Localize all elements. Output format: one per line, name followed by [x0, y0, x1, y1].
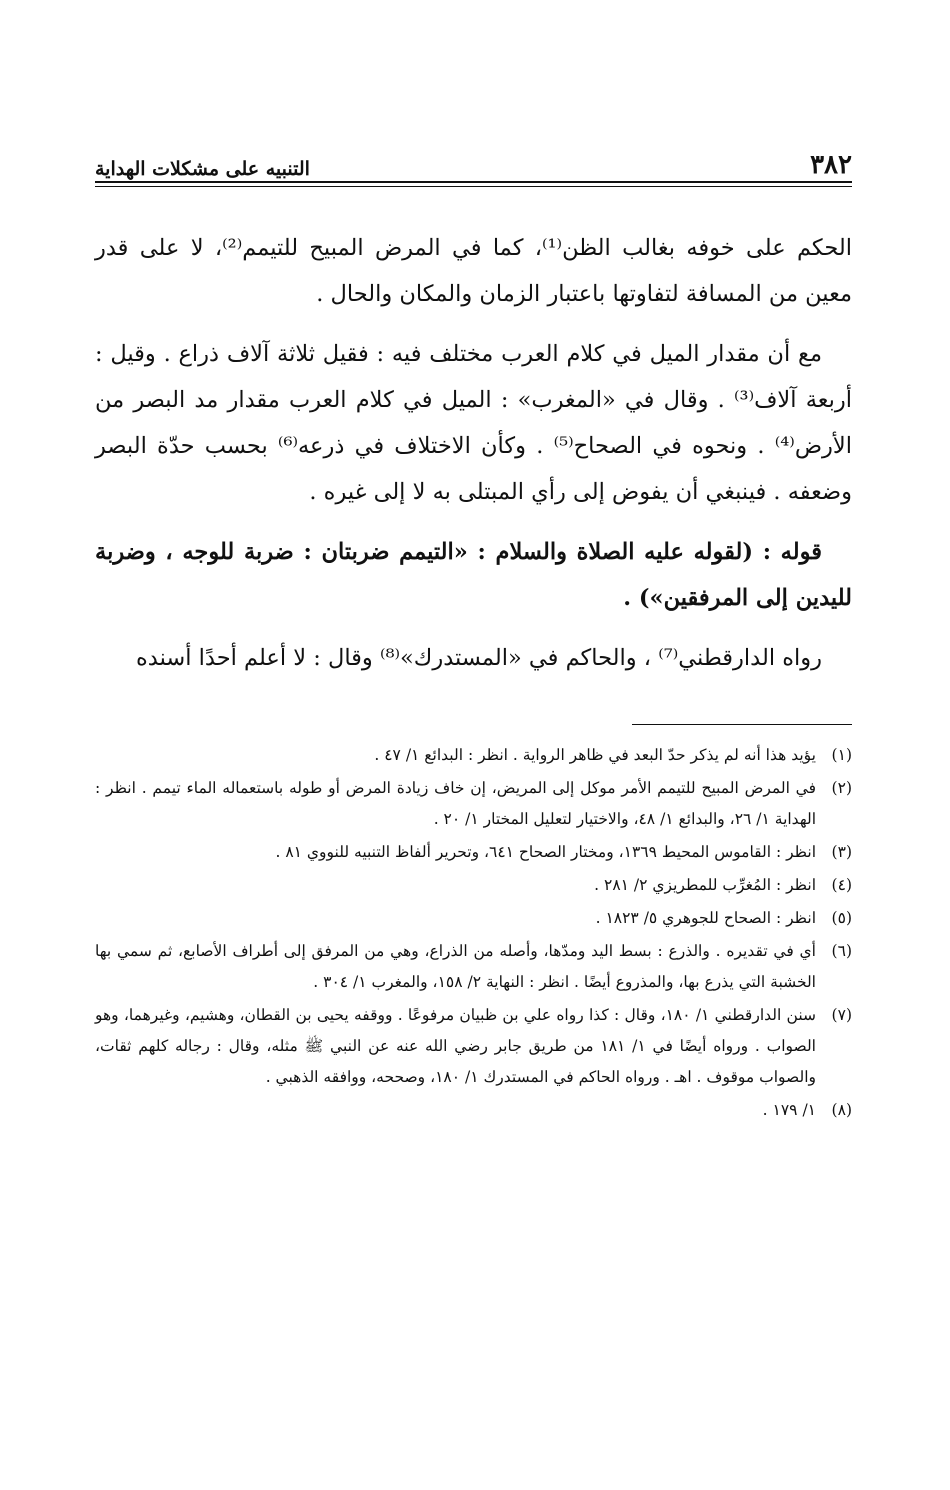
- footnote-text: يؤيد هذا أنه لم يذكر حدّ البعد في ظاهر الرواية . انظر : البدائع ١/ ٤٧ .: [374, 746, 816, 764]
- footnote-number: (٧): [831, 1006, 852, 1024]
- footnote-number: (٦): [831, 942, 852, 960]
- footnote-text: انظر : المُغرِّب للمطريزي ٢/ ٢٨١ .: [594, 876, 816, 894]
- quoted-heading: قوله : (لقوله عليه الصلاة والسلام : «التيمم ضربتان : ضربة للوجه ، وضربة لليدين إلى المرفقين») .: [95, 539, 852, 611]
- main-text: [95, 225, 852, 695]
- footnote: [95, 870, 852, 901]
- footnote-number: (٣): [831, 843, 852, 861]
- paragraph: رواه الدارقطني⁽⁷⁾ ، والحاكم في «المستدرك»⁽⁸⁾ وقال : لا أعلم أحدًا أسنده: [135, 645, 822, 671]
- footnote: [95, 1000, 852, 1093]
- footnote-text: انظر : الصحاح للجوهري ٥/ ١٨٢٣ .: [595, 909, 816, 927]
- page-header: [95, 140, 852, 180]
- footnote-text: في المرض المبيح للتيمم الأمر موكل إلى المريض، إن خاف زيادة المرض أو طوله باستعماله الماء تيمم . انظر : الهداية ١/ ٢٦، والبدائع ١/ ٤٨، والاختيار لتعليل المختار ١/ ٢٠ .: [95, 779, 816, 828]
- footnote: [95, 903, 852, 934]
- footnotes: [95, 740, 852, 1128]
- footnote-text: ١/ ١٧٩ .: [762, 1101, 816, 1119]
- footnote-number: (١): [831, 746, 852, 764]
- header-rule: [95, 181, 852, 187]
- page-number: ٣٨٢: [810, 150, 852, 180]
- footnote-number: (٤): [831, 876, 852, 894]
- footnote: [95, 773, 852, 835]
- paragraph: مع أن مقدار الميل في كلام العرب مختلف فيه : فقيل ثلاثة آلاف ذراع . وقيل : أربعة آلاف⁽³⁾ . وقال في «المغرب» : الميل في كلام العرب مقدار مد البصر من الأرض⁽⁴⁾ . ونحوه في الصحاح⁽⁵⁾ . وكأن الاختلاف في ذرعه⁽⁶⁾ بحسب حدّة البصر وضعفه . فينبغي أن يفوض إلى رأي المبتلى به لا إلى غيره .: [95, 341, 852, 505]
- footnote-text: سنن الدارقطني ١/ ١٨٠، وقال : كذا رواه علي بن ظبيان مرفوعًا . ووقفه يحيى بن القطان، وهشيم، وغيرهما، وهو الصواب . ورواه أيضًا في ١/ ١٨١ من طريق جابر رضي الله عنه عن النبي ﷺ مثله، وقال : رجاله كلهم ثقات، والصواب موقوف . اهـ . ورواه الحاكم في المستدرك ١/ ١٨٠، وصححه، ووافقه الذهبي .: [95, 1006, 816, 1086]
- footnote-number: (٢): [831, 779, 852, 797]
- footnote: [95, 1095, 852, 1126]
- footnote-number: (٥): [831, 909, 852, 927]
- footnote-text: انظر : القاموس المحيط ١٣٦٩، ومختار الصحاح ٦٤١، وتحرير ألفاظ التنبيه للنووي ٨١ .: [275, 843, 816, 861]
- footnote-number: (٨): [831, 1101, 852, 1119]
- running-title: التنبيه على مشكلات الهداية: [95, 158, 310, 180]
- footnote-separator: [632, 724, 852, 725]
- footnote: [95, 837, 852, 868]
- footnote-text: أي في تقديره . والذرع : بسط اليد ومدّها، وأصله من الذراع، وهي من المرفق إلى أطراف الأصابع، ثم سمي بها الخشبة التي يذرع بها، والمذروع أيضًا . انظر : النهاية ٢/ ١٥٨، والمغرب ١/ ٣٠٤ .: [95, 942, 816, 991]
- footnote: [95, 740, 852, 771]
- footnote: [95, 936, 852, 998]
- paragraph: الحكم على خوفه بغالب الظن⁽¹⁾، كما في المرض المبيح للتيمم⁽²⁾، لا على قدر معين من المسافة لتفاوتها باعتبار الزمان والمكان والحال .: [95, 235, 852, 307]
